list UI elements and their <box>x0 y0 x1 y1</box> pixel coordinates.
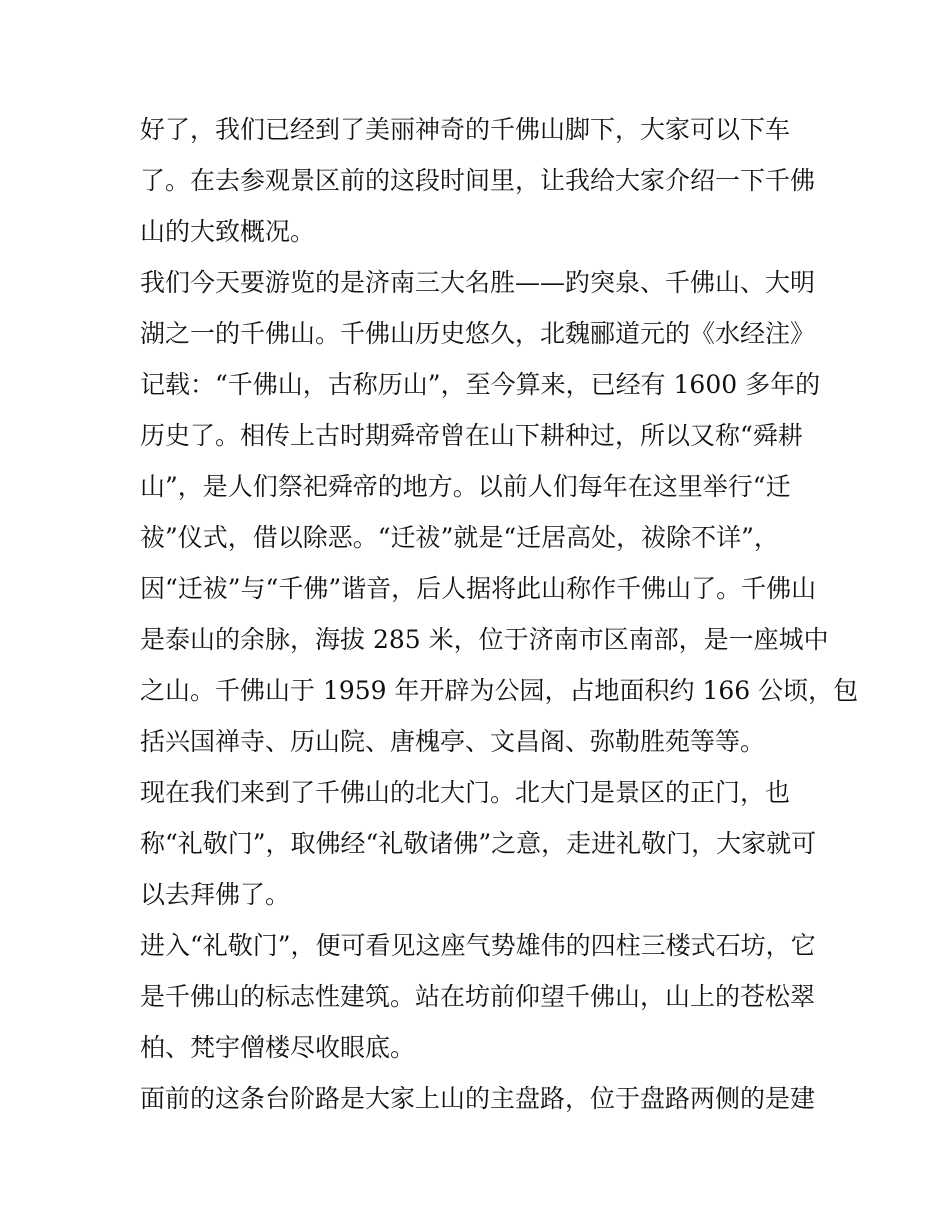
text-line: 因“迁祓”与“千佛”谐音，后人据将此山称作千佛山了。千佛山 <box>140 574 817 603</box>
text-line: 进入“礼敬门”，便可看见这座气势雄伟的四柱三楼式石坊，它 <box>140 931 816 960</box>
text-line: 现在我们来到了千佛山的北大门。北大门是景区的正门，也 <box>140 778 791 807</box>
text-line: 之山。千佛山于 1959 年开辟为公园，占地面积约 166 公顷，包 <box>140 676 859 705</box>
text-line: 括兴国禅寺、历山院、唐槐亭、文昌阁、弥勒胜苑等等。 <box>140 727 766 756</box>
text-line: 好了，我们已经到了美丽神奇的千佛山脚下，大家可以下车 <box>140 115 791 144</box>
text-line: 以去拜佛了。 <box>140 880 291 909</box>
text-line: 山的大致概况。 <box>140 217 316 246</box>
text-line: 了。在去参观景区前的这段时间里，让我给大家介绍一下千佛 <box>140 166 816 195</box>
text-line: 历史了。相传上古时期舜帝曾在山下耕种过，所以又称“舜耕 <box>140 421 803 450</box>
text-line: 山”，是人们祭祀舜帝的地方。以前人们每年在这里举行“迁 <box>140 472 791 501</box>
document-body <box>140 104 859 1124</box>
text-line: 柏、梵宇僧楼尽收眼底。 <box>140 1033 416 1062</box>
text-line: 是泰山的余脉，海拔 285 米，位于济南市区南部，是一座城中 <box>140 625 829 654</box>
text-line: 记载：“千佛山，古称历山”，至今算来，已经有 1600 多年的 <box>140 370 821 399</box>
text-line: 面前的这条台阶路是大家上山的主盘路，位于盘路两侧的是建 <box>140 1084 816 1113</box>
text-line: 祓”仪式，借以除恶。“迁祓”就是“迁居高处，祓除不详”， <box>140 523 779 552</box>
text-line: 称“礼敬门”，取佛经“礼敬诸佛”之意，走进礼敬门，大家就可 <box>140 829 817 858</box>
text-line: 是千佛山的标志性建筑。站在坊前仰望千佛山，山上的苍松翠 <box>140 982 816 1011</box>
text-line: 我们今天要游览的是济南三大名胜——趵突泉、千佛山、大明 <box>140 268 816 297</box>
text-line: 湖之一的千佛山。千佛山历史悠久，北魏郦道元的《水经注》 <box>140 319 816 348</box>
